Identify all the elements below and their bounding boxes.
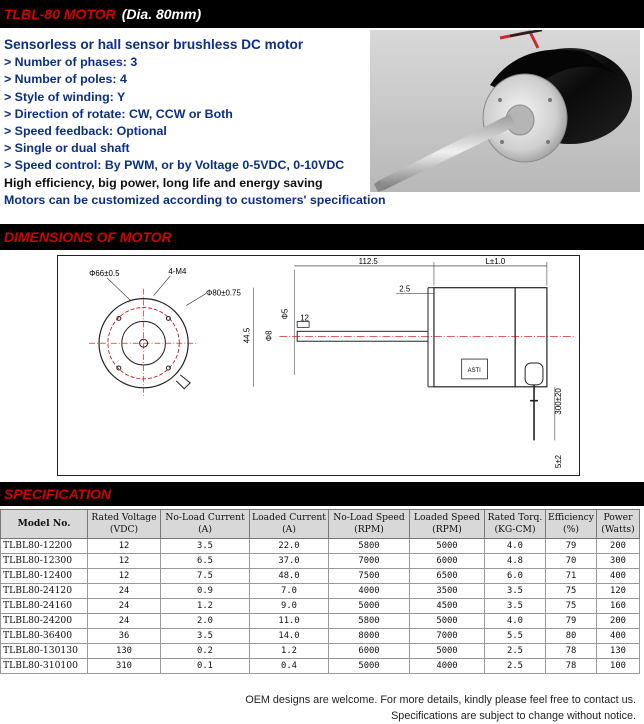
body-dia-label: Φ80±0.75 xyxy=(206,288,241,298)
value-cell: 4.0 xyxy=(485,539,546,554)
value-cell: 5000 xyxy=(329,599,410,614)
table-row xyxy=(1,644,640,659)
value-cell: 120 xyxy=(597,584,640,599)
value-cell: 6000 xyxy=(410,554,485,569)
bolt-circle-label: Φ66±0.5 xyxy=(89,268,120,278)
value-cell: 12 xyxy=(88,554,161,569)
note-item: Motors can be customized according to customers' specification xyxy=(4,192,386,207)
specification-title: SPECIFICATION xyxy=(4,486,112,502)
value-cell: 14.0 xyxy=(250,629,329,644)
value-cell: 400 xyxy=(597,629,640,644)
value-cell: 7.5 xyxy=(161,569,250,584)
height-label: 44.5 xyxy=(242,327,252,344)
feature-item: > Speed control: By PWM, or by Voltage 0-5VDC, 0-10VDC xyxy=(4,158,345,173)
value-cell: 130 xyxy=(88,644,161,659)
value-cell: 12 xyxy=(88,569,161,584)
note-item: High efficiency, big power, long life and energy saving xyxy=(4,175,323,190)
nameplate-label: ASTI xyxy=(467,367,481,374)
value-cell: 4.8 xyxy=(485,554,546,569)
value-cell: 79 xyxy=(546,539,597,554)
table-row xyxy=(1,569,640,584)
column-header: No-Load Speed (RPM) xyxy=(329,510,410,539)
value-cell: 5000 xyxy=(329,659,410,674)
value-cell: 5.5 xyxy=(485,629,546,644)
value-cell: 2.5 xyxy=(485,659,546,674)
table-header-row xyxy=(1,510,640,539)
column-header: Efficiency (%) xyxy=(546,510,597,539)
value-cell: 36 xyxy=(88,629,161,644)
footer-line: OEM designs are welcome. For more details, kindly please feel free to contact us. xyxy=(245,694,636,706)
value-cell: 9.0 xyxy=(250,599,329,614)
dimensions-section-bar xyxy=(0,224,644,250)
value-cell: 24 xyxy=(88,584,161,599)
value-cell: 3.5 xyxy=(161,539,250,554)
value-cell: 24 xyxy=(88,614,161,629)
pilot-dia-label: Φ5 xyxy=(280,308,290,320)
product-title: TLBL-80 MOTOR xyxy=(4,6,116,22)
value-cell: 2.5 xyxy=(485,644,546,659)
value-cell: 24 xyxy=(88,599,161,614)
motor-photo xyxy=(370,30,640,192)
value-cell: 22.0 xyxy=(250,539,329,554)
value-cell: 12 xyxy=(88,539,161,554)
feature-item: > Single or dual shaft xyxy=(4,141,130,156)
shaft-dia-label: Φ8 xyxy=(264,330,274,342)
value-cell: 7000 xyxy=(410,629,485,644)
value-cell: 0.1 xyxy=(161,659,250,674)
table-row xyxy=(1,584,640,599)
value-cell: 4500 xyxy=(410,599,485,614)
column-header: Loaded Current (A) xyxy=(250,510,329,539)
table-row xyxy=(1,539,640,554)
intro-headline: Sensorless or hall sensor brushless DC motor xyxy=(4,37,304,52)
specification-section-bar xyxy=(0,482,644,506)
value-cell: 6.0 xyxy=(485,569,546,584)
model-cell: TLBL80-36400 xyxy=(1,629,88,644)
table-row xyxy=(1,659,640,674)
value-cell: 6.5 xyxy=(161,554,250,569)
value-cell: 5000 xyxy=(410,539,485,554)
product-subtitle: (Dia. 80mm) xyxy=(121,6,202,22)
value-cell: 300 xyxy=(597,554,640,569)
model-cell: TLBL80-310100 xyxy=(1,659,88,674)
lead-length-label: 300±20 xyxy=(553,388,563,415)
value-cell: 5000 xyxy=(410,614,485,629)
value-cell: 4.0 xyxy=(485,614,546,629)
value-cell: 1.2 xyxy=(161,599,250,614)
column-header: Loaded Speed (RPM) xyxy=(410,510,485,539)
value-cell: 70 xyxy=(546,554,597,569)
value-cell: 80 xyxy=(546,629,597,644)
value-cell: 75 xyxy=(546,599,597,614)
value-cell: 1.2 xyxy=(250,644,329,659)
value-cell: 6500 xyxy=(410,569,485,584)
value-cell: 11.0 xyxy=(250,614,329,629)
table-row xyxy=(1,599,640,614)
model-cell: TLBL80-24160 xyxy=(1,599,88,614)
value-cell: 200 xyxy=(597,614,640,629)
side-view xyxy=(243,257,575,468)
value-cell: 7.0 xyxy=(250,584,329,599)
specification-table xyxy=(0,509,640,674)
value-cell: 160 xyxy=(597,599,640,614)
front-view xyxy=(89,267,241,398)
value-cell: 400 xyxy=(597,569,640,584)
value-cell: 2.0 xyxy=(161,614,250,629)
value-cell: 310 xyxy=(88,659,161,674)
table-row xyxy=(1,614,640,629)
dimensions-title: DIMENSIONS OF MOTOR xyxy=(4,229,172,245)
title-bar xyxy=(0,0,644,28)
intro-block xyxy=(4,36,386,209)
column-header: Model No. xyxy=(1,510,88,539)
value-cell: 4000 xyxy=(410,659,485,674)
model-cell: TLBL80-12400 xyxy=(1,569,88,584)
model-cell: TLBL80-12300 xyxy=(1,554,88,569)
feature-item: > Style of winding: Y xyxy=(4,89,126,104)
value-cell: 5000 xyxy=(410,644,485,659)
value-cell: 79 xyxy=(546,614,597,629)
value-cell: 100 xyxy=(597,659,640,674)
value-cell: 6000 xyxy=(329,644,410,659)
column-header: Rated Voltage (VDC) xyxy=(88,510,161,539)
value-cell: 75 xyxy=(546,584,597,599)
value-cell: 5800 xyxy=(329,614,410,629)
holes-label: 4-M4 xyxy=(168,266,187,276)
table-row xyxy=(1,629,640,644)
feature-item: > Direction of rotate: CW, CCW or Both xyxy=(4,106,233,121)
flange-label: 2.5 xyxy=(399,284,411,294)
value-cell: 5800 xyxy=(329,539,410,554)
value-cell: 7000 xyxy=(329,554,410,569)
value-cell: 0.9 xyxy=(161,584,250,599)
model-cell: TLBL80-130130 xyxy=(1,644,88,659)
value-cell: 3.5 xyxy=(485,599,546,614)
dimension-drawing xyxy=(57,255,580,476)
value-cell: 78 xyxy=(546,644,597,659)
value-cell: 48.0 xyxy=(250,569,329,584)
model-cell: TLBL80-24120 xyxy=(1,584,88,599)
value-cell: 0.4 xyxy=(250,659,329,674)
value-cell: 200 xyxy=(597,539,640,554)
value-cell: 3.5 xyxy=(485,584,546,599)
table-row xyxy=(1,554,640,569)
footer-line: Specifications are subject to change without notice. xyxy=(391,710,636,722)
body-length-label: L±1.0 xyxy=(485,256,506,266)
column-header: Rated Torq. (KG-CM) xyxy=(485,510,546,539)
value-cell: 130 xyxy=(597,644,640,659)
value-cell: 0.2 xyxy=(161,644,250,659)
footer-notes xyxy=(245,692,636,724)
value-cell: 3.5 xyxy=(161,629,250,644)
feature-item: > Speed feedback: Optional xyxy=(4,124,167,139)
feature-item: > Number of poles: 4 xyxy=(4,72,127,87)
overall-length-label: 112.5 xyxy=(358,256,378,266)
shaft-key-label: 12 xyxy=(300,313,309,323)
value-cell: 78 xyxy=(546,659,597,674)
value-cell: 37.0 xyxy=(250,554,329,569)
value-cell: 7500 xyxy=(329,569,410,584)
feature-item: > Number of phases: 3 xyxy=(4,55,138,70)
lead-strip-label: 5±2 xyxy=(553,454,563,469)
model-cell: TLBL80-24200 xyxy=(1,614,88,629)
value-cell: 8000 xyxy=(329,629,410,644)
value-cell: 71 xyxy=(546,569,597,584)
column-header: Power (Watts) xyxy=(597,510,640,539)
model-cell: TLBL80-12200 xyxy=(1,539,88,554)
column-header: No-Load Current (A) xyxy=(161,510,250,539)
value-cell: 4000 xyxy=(329,584,410,599)
value-cell: 3500 xyxy=(410,584,485,599)
